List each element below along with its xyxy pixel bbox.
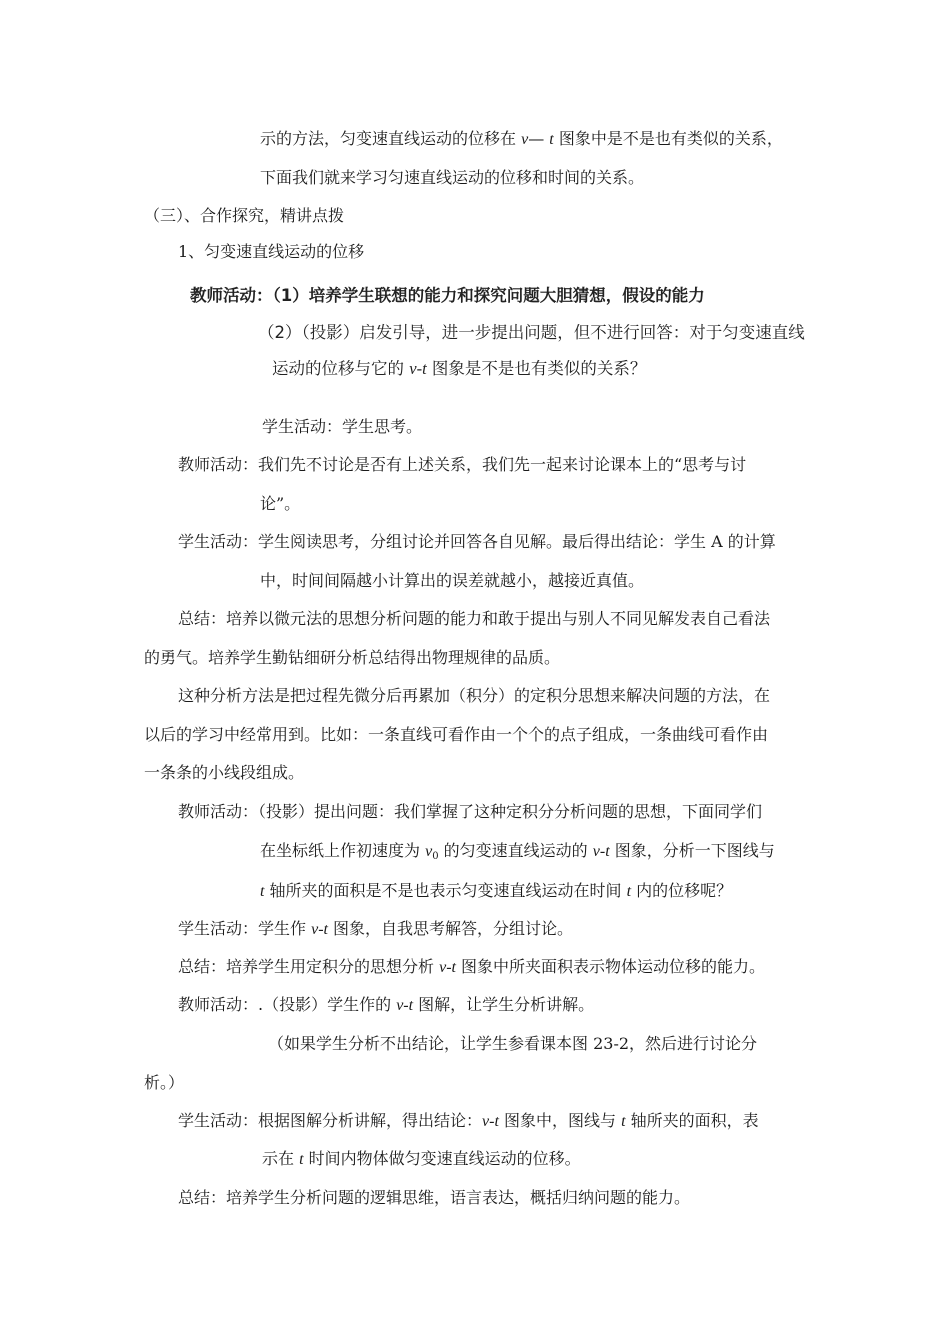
text: 的匀变速直线运动的	[438, 841, 593, 860]
text: 图象中所夹面积表示物体运动位移的能力。	[455, 957, 766, 976]
paragraph-line	[178, 918, 573, 941]
paragraph-line: 总结：培养学生分析问题的逻辑思维，语言表达，概括归纳问题的能力。	[178, 1188, 691, 1207]
text: （1）培养学生联想的能力和探究问题大胆猜想，假设的能力	[272, 286, 705, 305]
text: 内的位移呢？	[631, 881, 733, 900]
text: 图象中，图线与	[498, 1111, 622, 1130]
paragraph-line	[178, 956, 765, 979]
text: 时间内物体做匀变速直线运动的位移。	[303, 1149, 581, 1168]
var-vt: v-t	[482, 1113, 499, 1130]
paragraph-line: 的勇气。培养学生勤钻细研分析总结得出物理规律的品质。	[144, 648, 561, 667]
paragraph-line: 以后的学习中经常用到。比如：一条直线可看作由一个个的点子组成，一条曲线可看作由	[144, 725, 769, 744]
paragraph-line: 这种分析方法是把过程先微分后再累加（积分）的定积分思想来解决问题的方法，在	[178, 686, 771, 705]
paragraph-line: 下面我们就来学习匀速直线运动的位移和时间的关系。	[260, 168, 645, 187]
section-heading: （三）、合作探究，精讲点拨	[144, 206, 345, 225]
var-v: v	[425, 843, 433, 860]
paragraph-line: 一条条的小线段组成。	[144, 763, 305, 782]
var-vt: v-t	[439, 959, 456, 976]
text: 图象中是不是也有类似的关系，	[553, 129, 783, 148]
text: 图解，让学生分析讲解。	[413, 995, 595, 1014]
text: 示的方法，匀变速直线运动的位移在	[260, 129, 522, 148]
teacher-activity-heading	[190, 285, 705, 307]
text: 示在	[262, 1149, 300, 1168]
paragraph-line: （2）（投影）启发引导，进一步提出问题，但不进行回答：对于匀变速直线	[258, 323, 805, 342]
subscript: 0	[432, 851, 439, 862]
paragraph-line	[178, 994, 594, 1017]
paragraph-line: 中，时间间隔越小计算出的误差就越小，越接近真值。	[260, 571, 645, 590]
paragraph-line: 教师活动：（投影）提出问题：我们掌握了这种定积分分析问题的思想，下面同学们	[178, 802, 763, 821]
text: 轴所夹的面积，表	[625, 1111, 759, 1130]
paragraph-line	[260, 128, 783, 151]
text: 总结：培养学生用定积分的思想分析	[178, 957, 440, 976]
paragraph-line: 总结：培养以微元法的思想分析问题的能力和敢于提出与别人不同见解发表自己看法	[178, 609, 771, 628]
var-vt: v-t	[311, 921, 328, 938]
label: 教师活动：	[190, 286, 273, 305]
text: 教师活动：.（投影）学生作的	[178, 995, 397, 1014]
text: 在坐标纸上作初速度为	[260, 841, 426, 860]
text: 图象，分析一下图线与	[609, 841, 775, 860]
var-t: t	[549, 131, 554, 148]
paragraph-line	[272, 358, 646, 380]
paragraph-line	[178, 1110, 759, 1133]
var-t: t	[260, 883, 265, 900]
paragraph-line	[260, 880, 732, 903]
text: 学生活动：根据图解分析讲解，得出结论：	[178, 1111, 483, 1130]
paragraph-line: 学生活动：学生思考。	[262, 417, 423, 436]
var-t: t	[621, 1113, 626, 1130]
text: 轴所夹的面积是不是也表示匀变速直线运动在时间	[264, 881, 627, 900]
text: 图象，自我思考解答，分组讨论。	[327, 919, 574, 938]
text: 图象是不是也有类似的关系？	[426, 359, 647, 378]
var-vt: v-t	[396, 997, 414, 1014]
paragraph-line: 学生活动：学生阅读思考，分组讨论并回答各自见解。最后得出结论：学生 A 的计算	[178, 532, 776, 551]
var-t: t	[299, 1151, 304, 1168]
paragraph-line: 论”。	[260, 494, 301, 513]
var-vt: v-t	[592, 843, 610, 860]
var-v: v	[521, 131, 529, 148]
paragraph-line	[262, 1148, 581, 1171]
paragraph-line: 教师活动：我们先不讨论是否有上述关系，我们先一起来讨论课本上的“思考与讨	[178, 455, 747, 474]
text: —	[528, 129, 550, 148]
var-t: t	[626, 883, 632, 900]
paragraph-line: （如果学生分析不出结论，让学生参看课本图 23-2，然后进行讨论分	[268, 1034, 758, 1053]
paragraph-line: 析。）	[144, 1073, 185, 1092]
text: 运动的位移与它的	[272, 359, 410, 378]
text: 学生活动：学生作	[178, 919, 312, 938]
subsection-heading: 1、匀变速直线运动的位移	[178, 242, 365, 261]
paragraph-line	[260, 840, 775, 868]
var-vt: v-t	[409, 359, 427, 378]
